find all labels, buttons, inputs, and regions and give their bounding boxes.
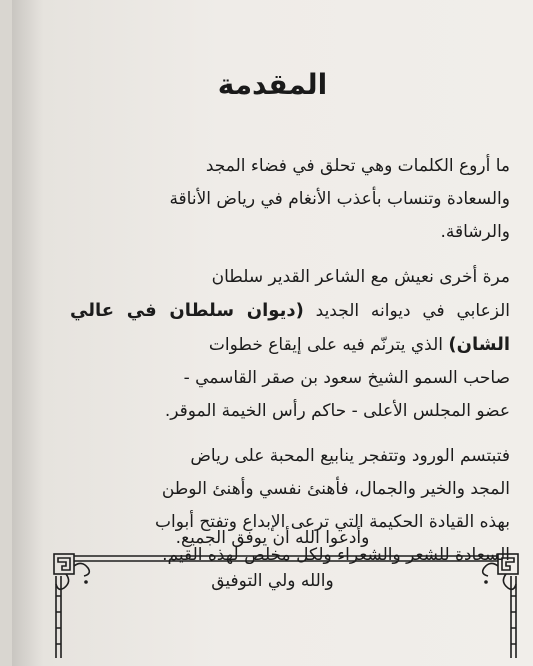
paragraph-2-line-5: عضو المجلس الأعلى - حاكم رأس الخيمة الموقر. — [164, 401, 510, 421]
paragraph-3-line-4: السعادة للشعر والشعراء ولكل مخلص لهذه القيم. — [162, 545, 510, 565]
paragraph-2 — [70, 261, 510, 428]
page-title: المقدمة — [217, 68, 328, 101]
paragraph-1 — [70, 150, 510, 249]
paragraph-1-line-3: والرشاقة. — [440, 222, 510, 242]
body-text — [70, 150, 510, 584]
paragraph-3-line-2: المجد والخير والجمال، فأهنئ نفسي وأهنئ الوطن — [161, 479, 510, 499]
ornamental-frame — [52, 552, 520, 658]
paragraph-2-line-4: صاحب السمو الشيخ سعود بن صقر القاسمي - — [183, 368, 510, 388]
paragraph-2-line-1: مرة أخرى نعيش مع الشاعر القدير سلطان — [211, 267, 510, 287]
paragraph-1-line-2: والسعادة وتنساب بأعذب الأنغام في رياض الأناقة — [169, 189, 510, 209]
diwan-title: (ديوان سلطان في عالي الشان) — [70, 300, 510, 355]
book-page — [12, 0, 533, 666]
paragraph-2-line-2: الزعابي في ديوانه الجديد — [315, 301, 511, 321]
paragraph-1-line-1: ما أروع الكلمات وهي تحلق في فضاء المجد — [205, 156, 510, 176]
closing-sign: والله ولي التوفيق — [211, 571, 334, 591]
paragraph-2-line-3: الذي يترنّم فيه على إيقاع خطوات — [208, 335, 443, 355]
paragraph-3-line-3: بهذه القيادة الحكيمة التي ترعى الإبداع وتفتح أبواب — [154, 512, 510, 532]
paragraph-3-line-1: فتبتسم الورود وتتفجر ينابيع المحبة على رياض — [190, 446, 510, 466]
closing-wish: وأدعوا الله أن يوفق الجميع. — [175, 528, 370, 548]
frame-top-border — [74, 556, 498, 561]
